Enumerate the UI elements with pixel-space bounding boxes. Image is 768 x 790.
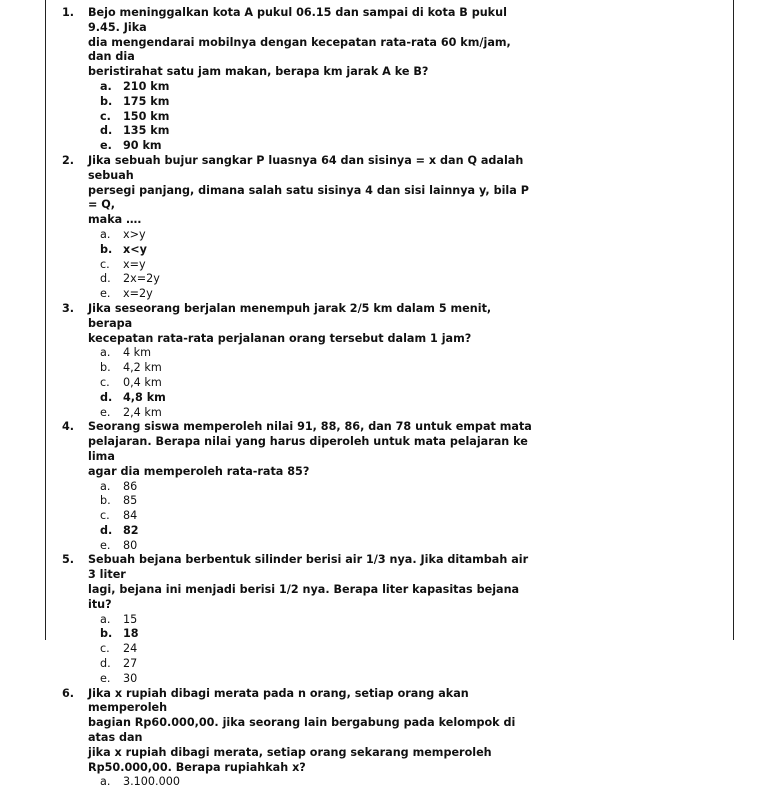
answer-option [100,80,532,95]
option-text: 85 [123,494,138,508]
option-text: 27 [123,657,138,671]
option-letter: a. [100,479,111,493]
option-text: 4 km [123,346,152,360]
option-letter: e. [100,405,111,419]
answer-option [100,657,532,672]
question-block [62,154,532,302]
option-text: 18 [123,627,139,641]
answer-option [100,406,532,421]
question-text: Jika seseorang berjalan menempuh jarak 2/5 km dalam 5 menit, berapa kecepatan rata-rata perjalanan orang tersebut dalam 1 jam? [88,301,492,345]
question-number: 1. [62,6,75,19]
option-letter: a. [100,612,111,626]
answer-option [100,258,532,273]
answer-option [100,391,532,406]
answer-options [100,480,532,554]
question-number: 6. [62,686,75,700]
answer-options [100,775,532,790]
option-letter: d. [100,272,111,286]
answer-option [100,287,532,302]
question [62,687,532,776]
answer-options [100,80,532,154]
question-block [62,553,532,686]
question [62,302,532,346]
question [62,6,532,80]
question-number: 4. [62,420,75,434]
option-letter: c. [100,642,110,656]
option-text: x=y [123,257,146,271]
option-text: 2,4 km [123,405,162,419]
option-text: 0,4 km [123,375,162,389]
option-letter: e. [100,287,111,301]
question-text: Seorang siswa memperoleh nilai 91, 88, 86, dan 78 untuk empat mata pelajaran. Berapa nilai yang harus diperoleh untuk mata pelajaran ke lima agar dia memperoleh rata-rata 85? [88,420,532,478]
option-letter: a. [100,79,112,93]
option-letter: e. [100,139,112,153]
option-text: 150 km [123,109,170,123]
option-letter: b. [100,494,111,508]
answer-option [100,95,532,110]
answer-option [100,672,532,687]
question [62,420,532,479]
option-text: x>y [123,227,146,241]
answer-option [100,361,532,376]
answer-option [100,376,532,391]
answer-options [100,346,532,420]
option-letter: c. [100,109,111,123]
option-text: 82 [123,523,139,537]
answer-option [100,494,532,509]
question-number: 3. [62,301,75,315]
option-text: 3.100.000 [123,775,180,789]
option-text: 135 km [123,124,170,138]
question-block [62,302,532,420]
option-letter: e. [100,538,111,552]
question-number: 5. [62,553,75,567]
question-block [62,6,532,154]
option-letter: b. [100,242,113,256]
option-text: 175 km [123,94,170,108]
option-text: 86 [123,479,138,493]
option-letter: d. [100,124,113,138]
option-letter: a. [100,227,111,241]
option-text: 84 [123,509,138,523]
option-text: 4,2 km [123,361,162,375]
answer-option [100,642,532,657]
question-block [62,420,532,553]
answer-option [100,228,532,243]
answer-option [100,346,532,361]
option-letter: c. [100,257,110,271]
option-text: 24 [123,642,138,656]
question [62,154,532,228]
answer-option [100,775,532,790]
answer-option [100,509,532,524]
option-text: 210 km [123,79,170,93]
answer-option [100,272,532,287]
option-text: 2x=2y [123,272,160,286]
question-text: Jika sebuah bujur sangkar P luasnya 64 dan sisinya = x dan Q adalah sebuah persegi panjang, dimana salah satu sisinya 4 dan sisi lainnya y, bila P = Q, maka …. [88,153,529,227]
option-letter: d. [100,390,113,404]
option-text: 30 [123,671,138,685]
option-letter: c. [100,509,110,523]
option-letter: a. [100,775,111,789]
option-text: x=2y [123,287,153,301]
answer-option [100,243,532,258]
option-letter: b. [100,94,113,108]
answer-option [100,613,532,628]
question-block [62,687,532,790]
option-text: 80 [123,538,138,552]
answer-option [100,124,532,139]
answer-options [100,613,532,687]
option-letter: d. [100,657,111,671]
answer-option [100,524,532,539]
question-text: Jika x rupiah dibagi merata pada n orang, setiap orang akan memperoleh bagian Rp60.000,00. jika seorang lain bergabung pada kelompok di atas dan jika x rupiah dibagi merata, setiap orang sekarang memperoleh Rp50.000,00. Berapa rupiahkah x? [88,686,516,774]
answer-options [100,228,532,302]
option-text: 15 [123,612,138,626]
question-text: Sebuah bejana berbentuk silinder berisi air 1/3 nya. Jika ditambah air 3 liter lagi, bejana ini menjadi berisi 1/2 nya. Berapa liter kapasitas bejana itu? [88,553,529,611]
option-letter: d. [100,523,113,537]
option-letter: b. [100,361,111,375]
option-letter: e. [100,671,111,685]
option-text: 90 km [123,139,162,153]
question-text: Bejo meninggalkan kota A pukul 06.15 dan sampai di kota B pukul 9.45. Jika dia mengendarai mobilnya dengan kecepatan rata-rata 60 km/jam, dan dia beristirahat satu jam makan, berapa km jarak A ke B? [88,6,511,79]
answer-option [100,139,532,154]
answer-option [100,539,532,554]
question-list [62,6,532,790]
answer-option [100,480,532,495]
question [62,553,532,612]
question-number: 2. [62,153,75,167]
option-letter: c. [100,375,110,389]
answer-option [100,110,532,125]
option-letter: b. [100,627,113,641]
option-letter: a. [100,346,111,360]
option-text: x<y [123,242,147,256]
option-text: 4,8 km [123,390,166,404]
